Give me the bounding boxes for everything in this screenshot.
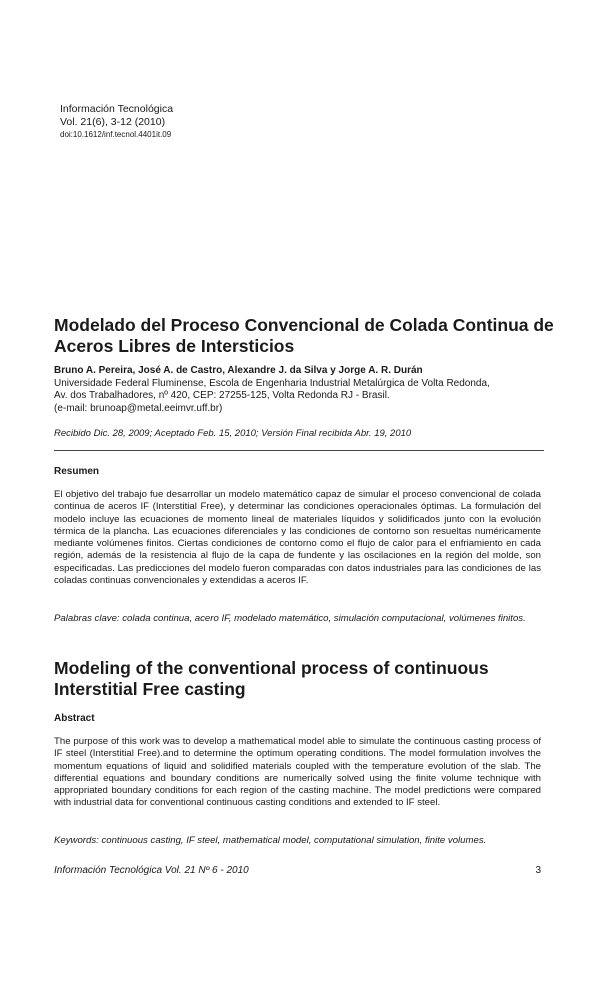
- journal-volume: Vol. 21(6), 3-12 (2010): [60, 116, 166, 128]
- paper-title-spanish: Modelado del Proceso Convencional de Colada Continua de Aceros Libres de Intersticios: [54, 315, 554, 356]
- abstract-text: The purpose of this work was to develop a mathematical model able to simulate the continuous casting process of IF steel (Interstitial Free).and to determine the optimum operating conditions. The model formulation involves the momentum equations of liquid and solidified materials coupled with the temperature evolution of the slab. The differential equations and boundary conditions are numerically solved using the finite volume technique with appropriated boundary conditions for each region of the casting machine. The model predictions were compared with industrial data for conventional continuous casting conditions and extended to IF steel.: [54, 736, 541, 809]
- journal-name: Información Tecnológica: [60, 103, 174, 115]
- resumen-heading: Resumen: [54, 466, 100, 477]
- page-number: 3: [535, 865, 541, 876]
- keywords-english: Keywords: continuous casting, IF steel, mathematical model, computational simulation, finite volumes.: [54, 835, 487, 846]
- abstract-heading: Abstract: [54, 713, 95, 724]
- journal-header: [60, 103, 173, 141]
- author-names: Bruno A. Pereira, José A. de Castro, Alexandre J. da Silva y Jorge A. R. Durán: [54, 365, 423, 376]
- doi-link[interactable]: doi:10.1612/inf.tecnol.4401it.09: [60, 130, 172, 139]
- affiliation-line-1: Universidade Federal Fluminense, Escola de Engenharia Industrial Metalúrgica de Volta Redonda,: [54, 377, 490, 389]
- section-divider: [54, 450, 544, 451]
- received-dates: Recibido Dic. 28, 2009; Aceptado Feb. 15, 2010; Versión Final recibida Abr. 19, 2010: [54, 428, 412, 439]
- affiliation-line-2: Av. dos Trabalhadores, nº 420, CEP: 27255-125, Volta Redonda RJ - Brasil.: [54, 390, 390, 401]
- resumen-text: El objetivo del trabajo fue desarrollar un modelo matemático capaz de simular el proceso convencional de colada continua de aceros IF (Interstitial Free), y determinar las condiciones operacionales óptimas. La formulación del modelo incluye las ecuaciones de momento lineal de materiales líquidos y solidificados junto con la evolución térmica de la plancha. Las ecuaciones diferenciales y las condiciones de contorno son resueltas numéricamente mediante volúmenes finitos. Ciertas condiciones de contorno como el flujo de calor para el enfriamiento en cada región, además de la resistencia al flujo de la capa de fundente y las oscilaciones en la región del molde, son especificadas. Las predicciones del modelo fueron comparadas con datos industriales para las condiciones de las coladas continuas convencionales y extendidas a aceros IF.: [54, 489, 541, 587]
- paper-title-english: Modeling of the conventional process of continuous Interstitial Free casting: [54, 658, 489, 699]
- keywords-spanish: Palabras clave: colada continua, acero IF, modelado matemático, simulación computacional, volúmenes finitos.: [54, 613, 526, 624]
- author-email[interactable]: (e-mail: brunoap@metal.eeimvr.uff.br): [54, 402, 223, 414]
- author-block: [54, 365, 554, 415]
- footer-journal-issue: Información Tecnológica Vol. 21 Nº 6 - 2010: [54, 865, 249, 876]
